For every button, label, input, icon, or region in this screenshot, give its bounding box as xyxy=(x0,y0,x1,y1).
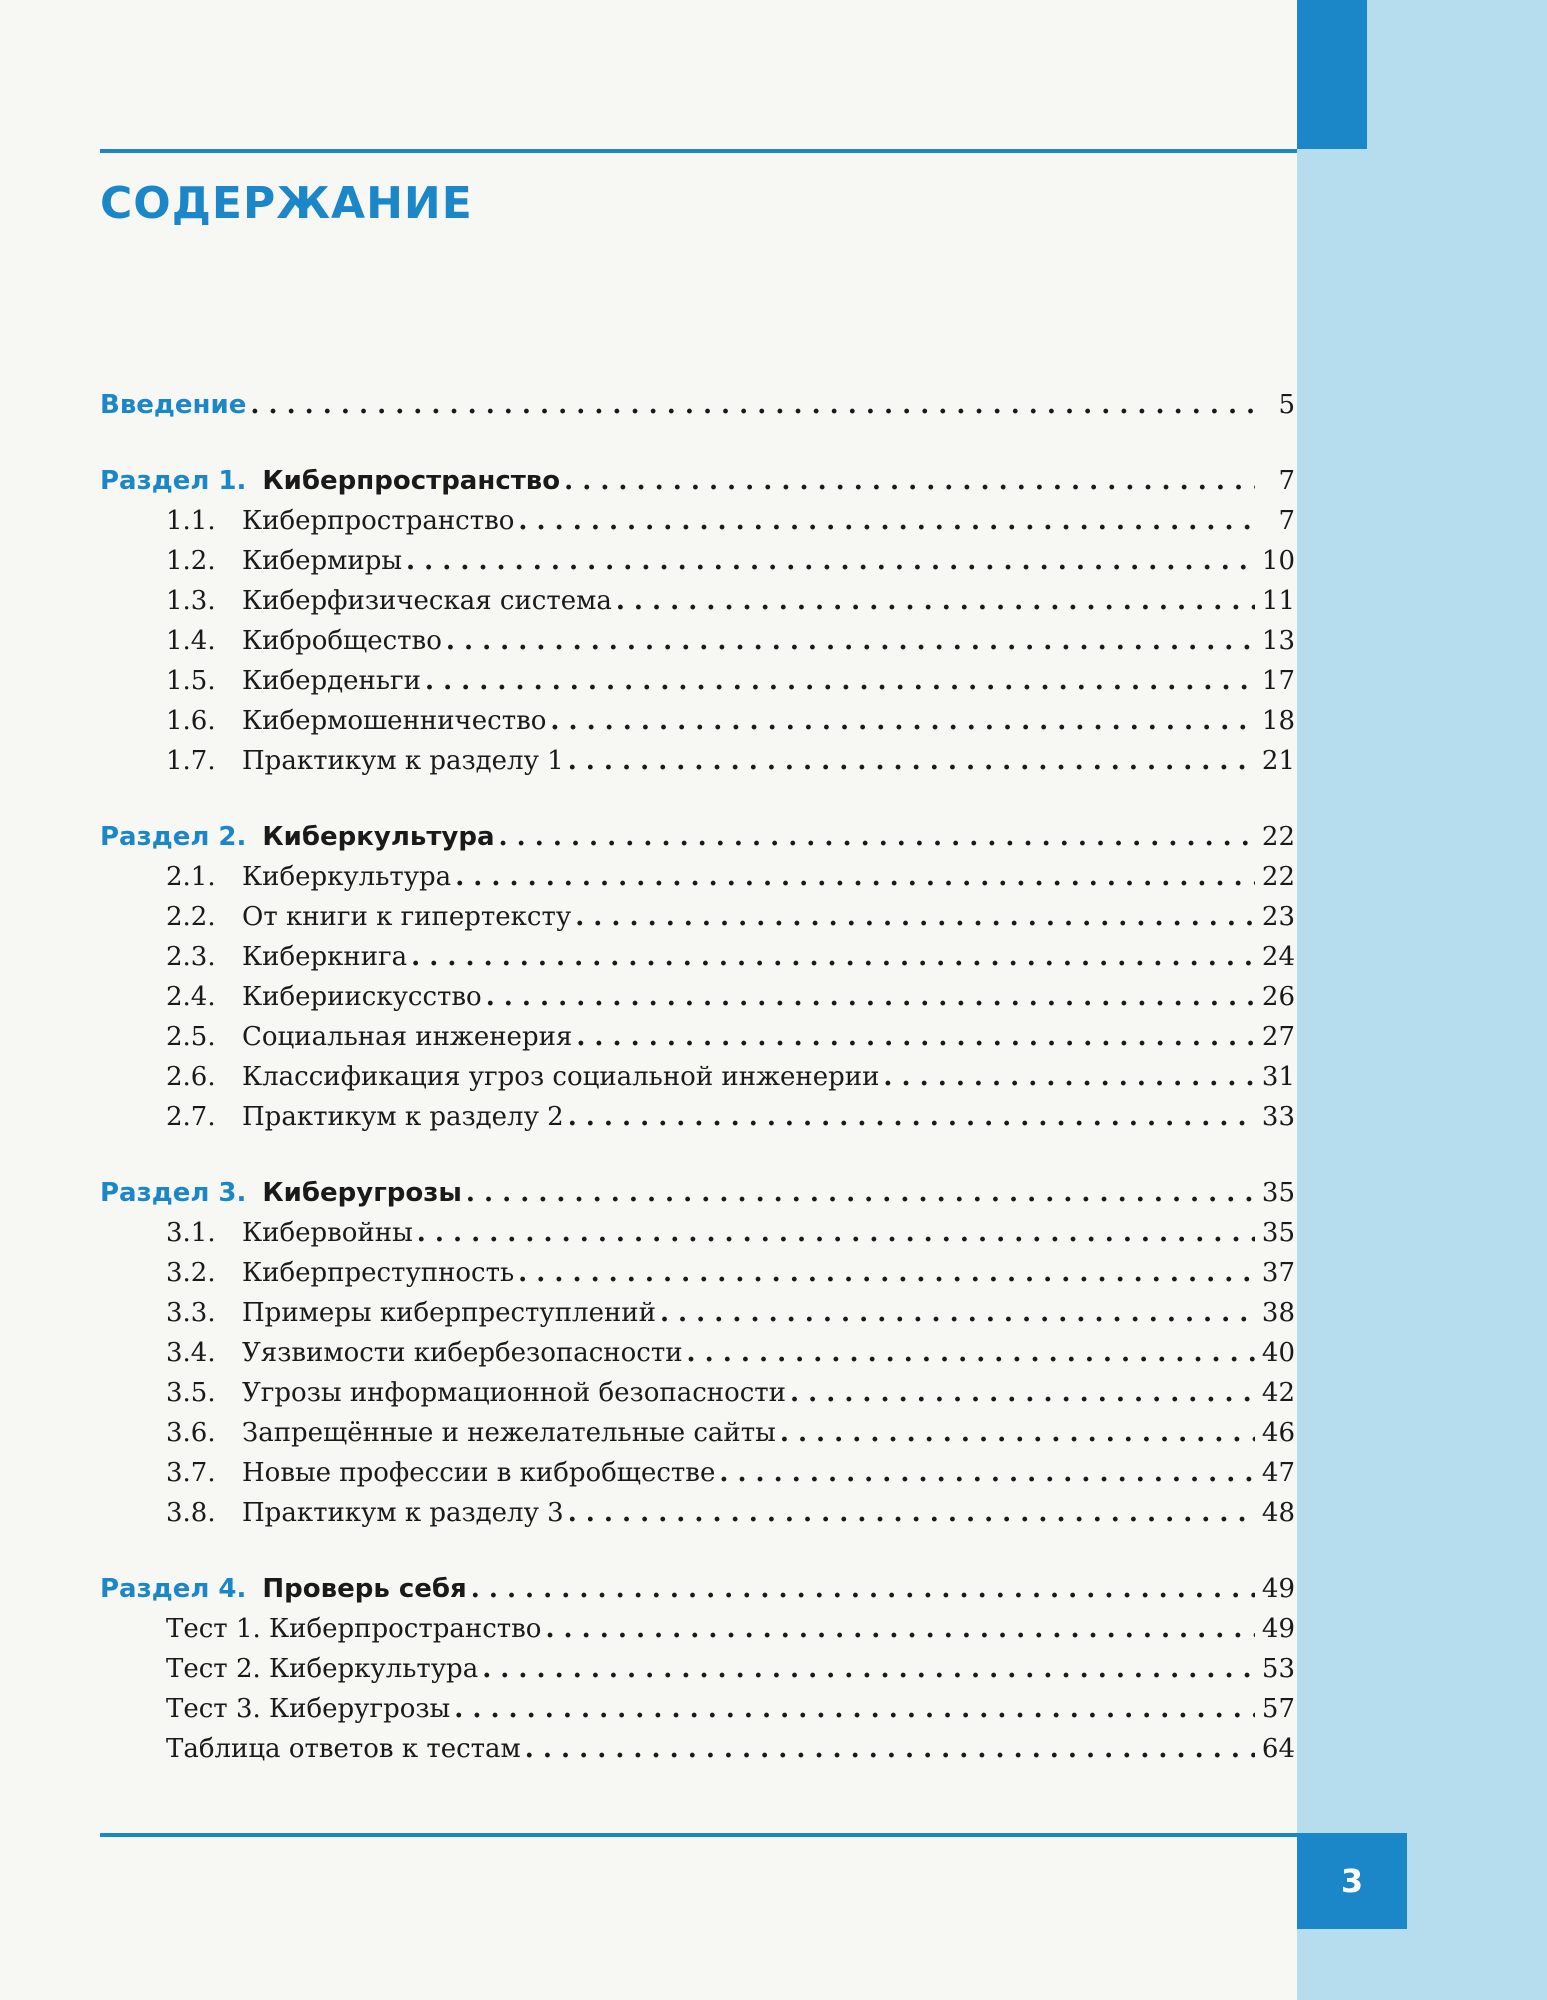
item-title: Тест 1. Киберпространство xyxy=(166,1614,542,1644)
item-title: Уязвимости кибербезопасности xyxy=(242,1338,683,1368)
toc-page-number: 33 xyxy=(1261,1102,1295,1132)
toc-item[interactable] xyxy=(100,1293,1295,1333)
item-number: 1.6. xyxy=(166,706,216,736)
dot-leader xyxy=(568,1493,1255,1533)
toc-item[interactable] xyxy=(100,1333,1295,1373)
item-number: 2.1. xyxy=(166,862,216,892)
item-number: 3.8. xyxy=(166,1498,216,1528)
toc-page-number: 53 xyxy=(1261,1654,1295,1684)
toc-page-number: 40 xyxy=(1261,1338,1295,1368)
item-title: Кибериискусство xyxy=(242,982,482,1012)
dot-leader xyxy=(518,501,1255,541)
toc-page-number: 18 xyxy=(1261,706,1295,736)
item-number: 2.4. xyxy=(166,982,216,1012)
dot-leader xyxy=(446,621,1255,661)
toc-section-1[interactable] xyxy=(100,461,1295,501)
toc-item[interactable] xyxy=(100,1057,1295,1097)
toc-page-number: 31 xyxy=(1261,1062,1295,1092)
toc-item[interactable] xyxy=(100,1213,1295,1253)
item-title: Кибермошенничество xyxy=(242,706,547,736)
item-title: Киберпреступность xyxy=(242,1258,515,1288)
dot-leader xyxy=(568,741,1255,781)
dot-leader xyxy=(564,461,1255,501)
section-prefix: Раздел 3. xyxy=(100,1178,247,1208)
dot-leader xyxy=(411,937,1255,977)
toc-intro-label: Введение xyxy=(100,390,247,420)
toc-item[interactable] xyxy=(100,937,1295,977)
item-title: Кибробщество xyxy=(242,626,442,656)
dot-leader xyxy=(499,817,1255,857)
dot-leader xyxy=(576,1017,1255,1057)
toc-page-number: 11 xyxy=(1261,586,1295,616)
toc-page-number: 42 xyxy=(1261,1378,1295,1408)
item-title: Практикум к разделу 1 xyxy=(242,746,564,776)
section-prefix: Раздел 1. xyxy=(100,466,247,496)
item-number: 2.2. xyxy=(166,902,216,932)
toc-item[interactable] xyxy=(100,741,1295,781)
item-title: Практикум к разделу 2 xyxy=(242,1102,564,1132)
item-title: Киберпространство xyxy=(242,506,515,536)
item-number: 2.5. xyxy=(166,1022,216,1052)
section-prefix: Раздел 2. xyxy=(100,822,247,852)
item-number: 1.4. xyxy=(166,626,216,656)
dot-leader xyxy=(406,541,1255,581)
item-title: Новые профессии в кибробществе xyxy=(242,1458,716,1488)
dot-leader xyxy=(482,1649,1255,1689)
toc-page-number: 23 xyxy=(1261,902,1295,932)
item-title: Тест 3. Киберугрозы xyxy=(166,1694,451,1724)
dot-leader xyxy=(518,1253,1255,1293)
item-title: Кибермиры xyxy=(242,546,403,576)
toc-page-number: 10 xyxy=(1261,546,1295,576)
toc-item[interactable] xyxy=(100,1689,1295,1729)
dot-leader xyxy=(545,1609,1255,1649)
dot-leader xyxy=(719,1453,1255,1493)
dot-leader xyxy=(425,661,1255,701)
dot-leader xyxy=(883,1057,1255,1097)
toc-item[interactable] xyxy=(100,1413,1295,1453)
dot-leader xyxy=(660,1293,1255,1333)
item-number: 3.4. xyxy=(166,1338,216,1368)
toc-section-4[interactable] xyxy=(100,1569,1295,1609)
item-number: 3.7. xyxy=(166,1458,216,1488)
dot-leader xyxy=(471,1569,1255,1609)
item-number: 3.6. xyxy=(166,1418,216,1448)
item-title: Тест 2. Киберкультура xyxy=(166,1654,479,1684)
item-number: 1.7. xyxy=(166,746,216,776)
toc-page-number: 7 xyxy=(1278,466,1295,496)
item-title: От книги к гипертексту xyxy=(242,902,572,932)
toc-item[interactable] xyxy=(100,1097,1295,1137)
page-number-tab xyxy=(1297,1833,1407,1929)
toc-item[interactable] xyxy=(100,1453,1295,1493)
item-title: Кибервойны xyxy=(242,1218,413,1248)
item-number: 3.3. xyxy=(166,1298,216,1328)
toc-page-number: 7 xyxy=(1278,506,1295,536)
toc-page-number: 46 xyxy=(1261,1418,1295,1448)
dot-leader xyxy=(616,581,1255,621)
item-number: 2.6. xyxy=(166,1062,216,1092)
item-title: Киберденьги xyxy=(242,666,421,696)
page-title: СОДЕРЖАНИЕ xyxy=(100,178,473,229)
section-title: Киберкультура xyxy=(262,822,495,852)
item-title: Примеры киберпреступлений xyxy=(242,1298,656,1328)
toc-item[interactable] xyxy=(100,1493,1295,1533)
toc-item[interactable] xyxy=(100,581,1295,621)
toc-page-number: 22 xyxy=(1261,822,1295,852)
dot-leader xyxy=(455,857,1255,897)
toc-page-number: 47 xyxy=(1261,1458,1295,1488)
dot-leader xyxy=(525,1729,1255,1769)
top-rule xyxy=(100,149,1297,153)
toc-item[interactable] xyxy=(100,661,1295,701)
item-number: 1.5. xyxy=(166,666,216,696)
item-number: 3.2. xyxy=(166,1258,216,1288)
toc-intro[interactable] xyxy=(100,385,1295,425)
dot-leader xyxy=(780,1413,1255,1453)
toc-item[interactable] xyxy=(100,1017,1295,1057)
dot-leader xyxy=(790,1373,1255,1413)
toc-page-number: 49 xyxy=(1261,1574,1295,1604)
item-number: 3.1. xyxy=(166,1218,216,1248)
item-number: 1.1. xyxy=(166,506,216,536)
item-title: Классификация угроз социальной инженерии xyxy=(242,1062,880,1092)
toc-item[interactable] xyxy=(100,897,1295,937)
toc-item[interactable] xyxy=(100,1373,1295,1413)
toc-item[interactable] xyxy=(100,501,1295,541)
toc-item[interactable] xyxy=(100,701,1295,741)
toc-page-number: 24 xyxy=(1261,942,1295,972)
bottom-rule xyxy=(100,1833,1297,1837)
dot-leader xyxy=(568,1097,1255,1137)
toc-page-number: 48 xyxy=(1261,1498,1295,1528)
toc-page-number: 5 xyxy=(1278,390,1295,420)
dot-leader xyxy=(687,1333,1255,1373)
item-title: Таблица ответов к тестам xyxy=(166,1734,521,1764)
dot-leader xyxy=(466,1173,1255,1213)
item-number: 1.2. xyxy=(166,546,216,576)
dot-leader xyxy=(250,385,1255,425)
toc-page-number: 17 xyxy=(1261,666,1295,696)
dot-leader xyxy=(417,1213,1255,1253)
toc-section-2[interactable] xyxy=(100,817,1295,857)
toc-item[interactable] xyxy=(100,541,1295,581)
item-number: 1.3. xyxy=(166,586,216,616)
toc-item[interactable] xyxy=(100,977,1295,1017)
toc-page-number: 38 xyxy=(1261,1298,1295,1328)
section-title: Киберугрозы xyxy=(262,1178,462,1208)
toc-page-number: 35 xyxy=(1261,1218,1295,1248)
item-title: Киберкнига xyxy=(242,942,408,972)
item-number: 2.7. xyxy=(166,1102,216,1132)
table-of-contents xyxy=(100,385,1295,1769)
dot-leader xyxy=(550,701,1255,741)
toc-page-number: 57 xyxy=(1261,1694,1295,1724)
toc-page-number: 27 xyxy=(1261,1022,1295,1052)
toc-page-number: 49 xyxy=(1261,1614,1295,1644)
section-prefix: Раздел 4. xyxy=(100,1574,247,1604)
toc-page-number: 13 xyxy=(1261,626,1295,656)
section-title: Киберпространство xyxy=(262,466,561,496)
item-title: Угрозы информационной безопасности xyxy=(242,1378,787,1408)
item-title: Социальная инженерия xyxy=(242,1022,573,1052)
toc-item[interactable] xyxy=(100,1253,1295,1293)
toc-section-3[interactable] xyxy=(100,1173,1295,1213)
item-number: 2.3. xyxy=(166,942,216,972)
toc-item[interactable] xyxy=(100,621,1295,661)
item-title: Киберкультура xyxy=(242,862,452,892)
toc-item[interactable] xyxy=(100,857,1295,897)
item-title: Киберфизическая система xyxy=(242,586,612,616)
item-number: 3.5. xyxy=(166,1378,216,1408)
toc-page-number: 64 xyxy=(1261,1734,1295,1764)
toc-page-number: 35 xyxy=(1261,1178,1295,1208)
page-number: 3 xyxy=(1340,1862,1364,1900)
side-strip xyxy=(1297,0,1547,2000)
dot-leader xyxy=(486,977,1255,1017)
toc-item[interactable] xyxy=(100,1609,1295,1649)
dot-leader xyxy=(575,897,1255,937)
corner-tab xyxy=(1297,0,1367,149)
item-title: Запрещённые и нежелательные сайты xyxy=(242,1418,776,1448)
toc-page-number: 37 xyxy=(1261,1258,1295,1288)
dot-leader xyxy=(454,1689,1255,1729)
section-title: Проверь себя xyxy=(262,1574,467,1604)
item-title: Практикум к разделу 3 xyxy=(242,1498,564,1528)
toc-page-number: 26 xyxy=(1261,982,1295,1012)
toc-item[interactable] xyxy=(100,1649,1295,1689)
toc-page-number: 22 xyxy=(1261,862,1295,892)
toc-item[interactable] xyxy=(100,1729,1295,1769)
toc-page-number: 21 xyxy=(1261,746,1295,776)
